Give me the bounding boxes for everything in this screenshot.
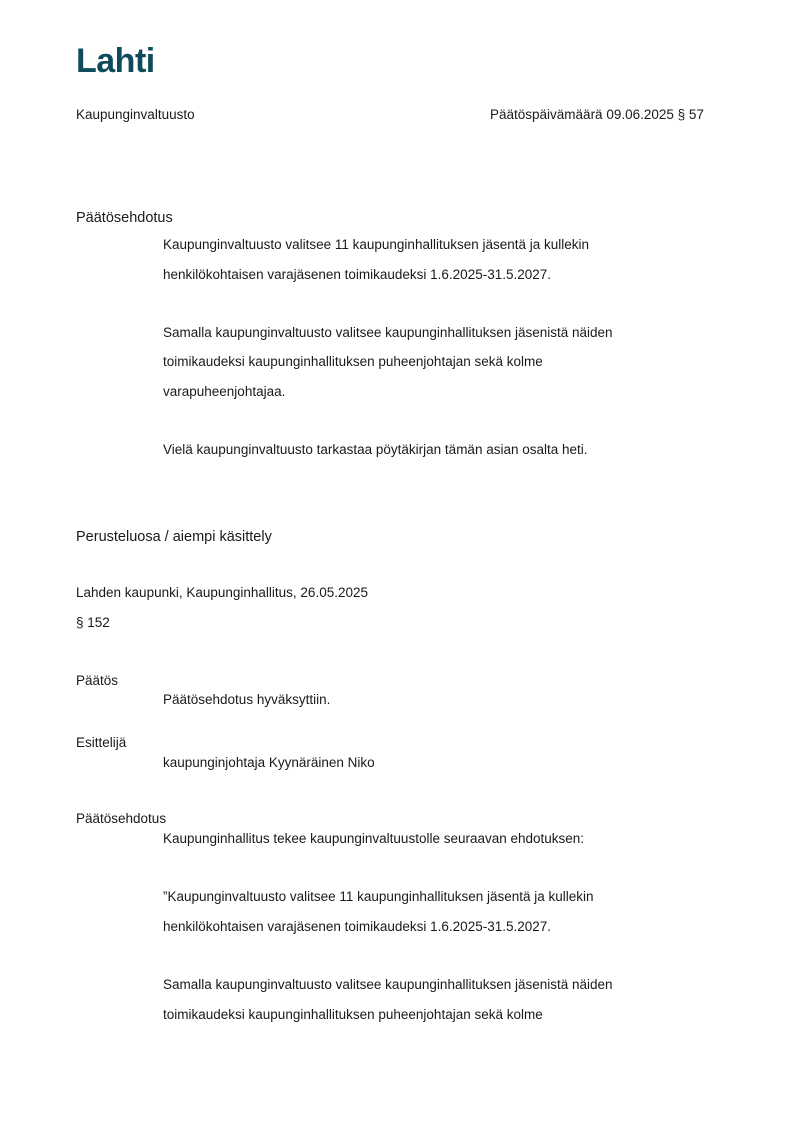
lahti-logo: Lahti [76,42,155,80]
proposal-line: Vielä kaupunginvaltuusto tarkastaa pöytäkirjan tämän asian osalta heti. [163,442,588,457]
background-source: Lahden kaupunki, Kaupunginhallitus, 26.05.2025 [76,585,368,600]
proposal-line: toimikaudeksi kaupunginhallituksen puheenjohtajan sekä kolme [163,354,543,369]
board-proposal-label: Päätösehdotus [76,811,167,826]
presenter-text: kaupunginjohtaja Kyynäräinen Niko [163,755,375,770]
board-proposal-line: Kaupunginhallitus tekee kaupunginvaltuustolle seuraavan ehdotuksen: [163,831,585,846]
proposal-line: varapuheenjohtajaa. [163,384,286,399]
presenter-label: Esittelijä [76,735,127,750]
board-proposal-line: henkilökohtaisen varajäsenen toimikaudeksi 1.6.2025-31.5.2027. [163,919,552,934]
board-proposal-line: ”Kaupunginvaltuusto valitsee 11 kaupunginhallituksen jäsentä ja kullekin [163,889,594,904]
decision-text: Päätösehdotus hyväksyttiin. [163,692,331,707]
background-heading: Perusteluosa / aiempi käsittely [76,529,272,545]
board-proposal-line: Samalla kaupunginvaltuusto valitsee kaupunginhallituksen jäsenistä näiden [163,977,613,992]
proposal-line: henkilökohtaisen varajäsenen toimikaudeksi 1.6.2025-31.5.2027. [163,267,552,282]
decision-date: Päätöspäivämäärä 09.06.2025 § 57 [490,107,704,122]
organ-name: Kaupunginvaltuusto [76,107,195,122]
proposal-heading: Päätösehdotus [76,210,173,226]
proposal-line: Kaupunginvaltuusto valitsee 11 kaupunginhallituksen jäsentä ja kullekin [163,237,590,252]
proposal-line: Samalla kaupunginvaltuusto valitsee kaupunginhallituksen jäsenistä näiden [163,325,613,340]
board-proposal-line: toimikaudeksi kaupunginhallituksen puheenjohtajan sekä kolme [163,1007,543,1022]
background-section-number: § 152 [76,615,110,630]
decision-label: Päätös [76,673,119,688]
